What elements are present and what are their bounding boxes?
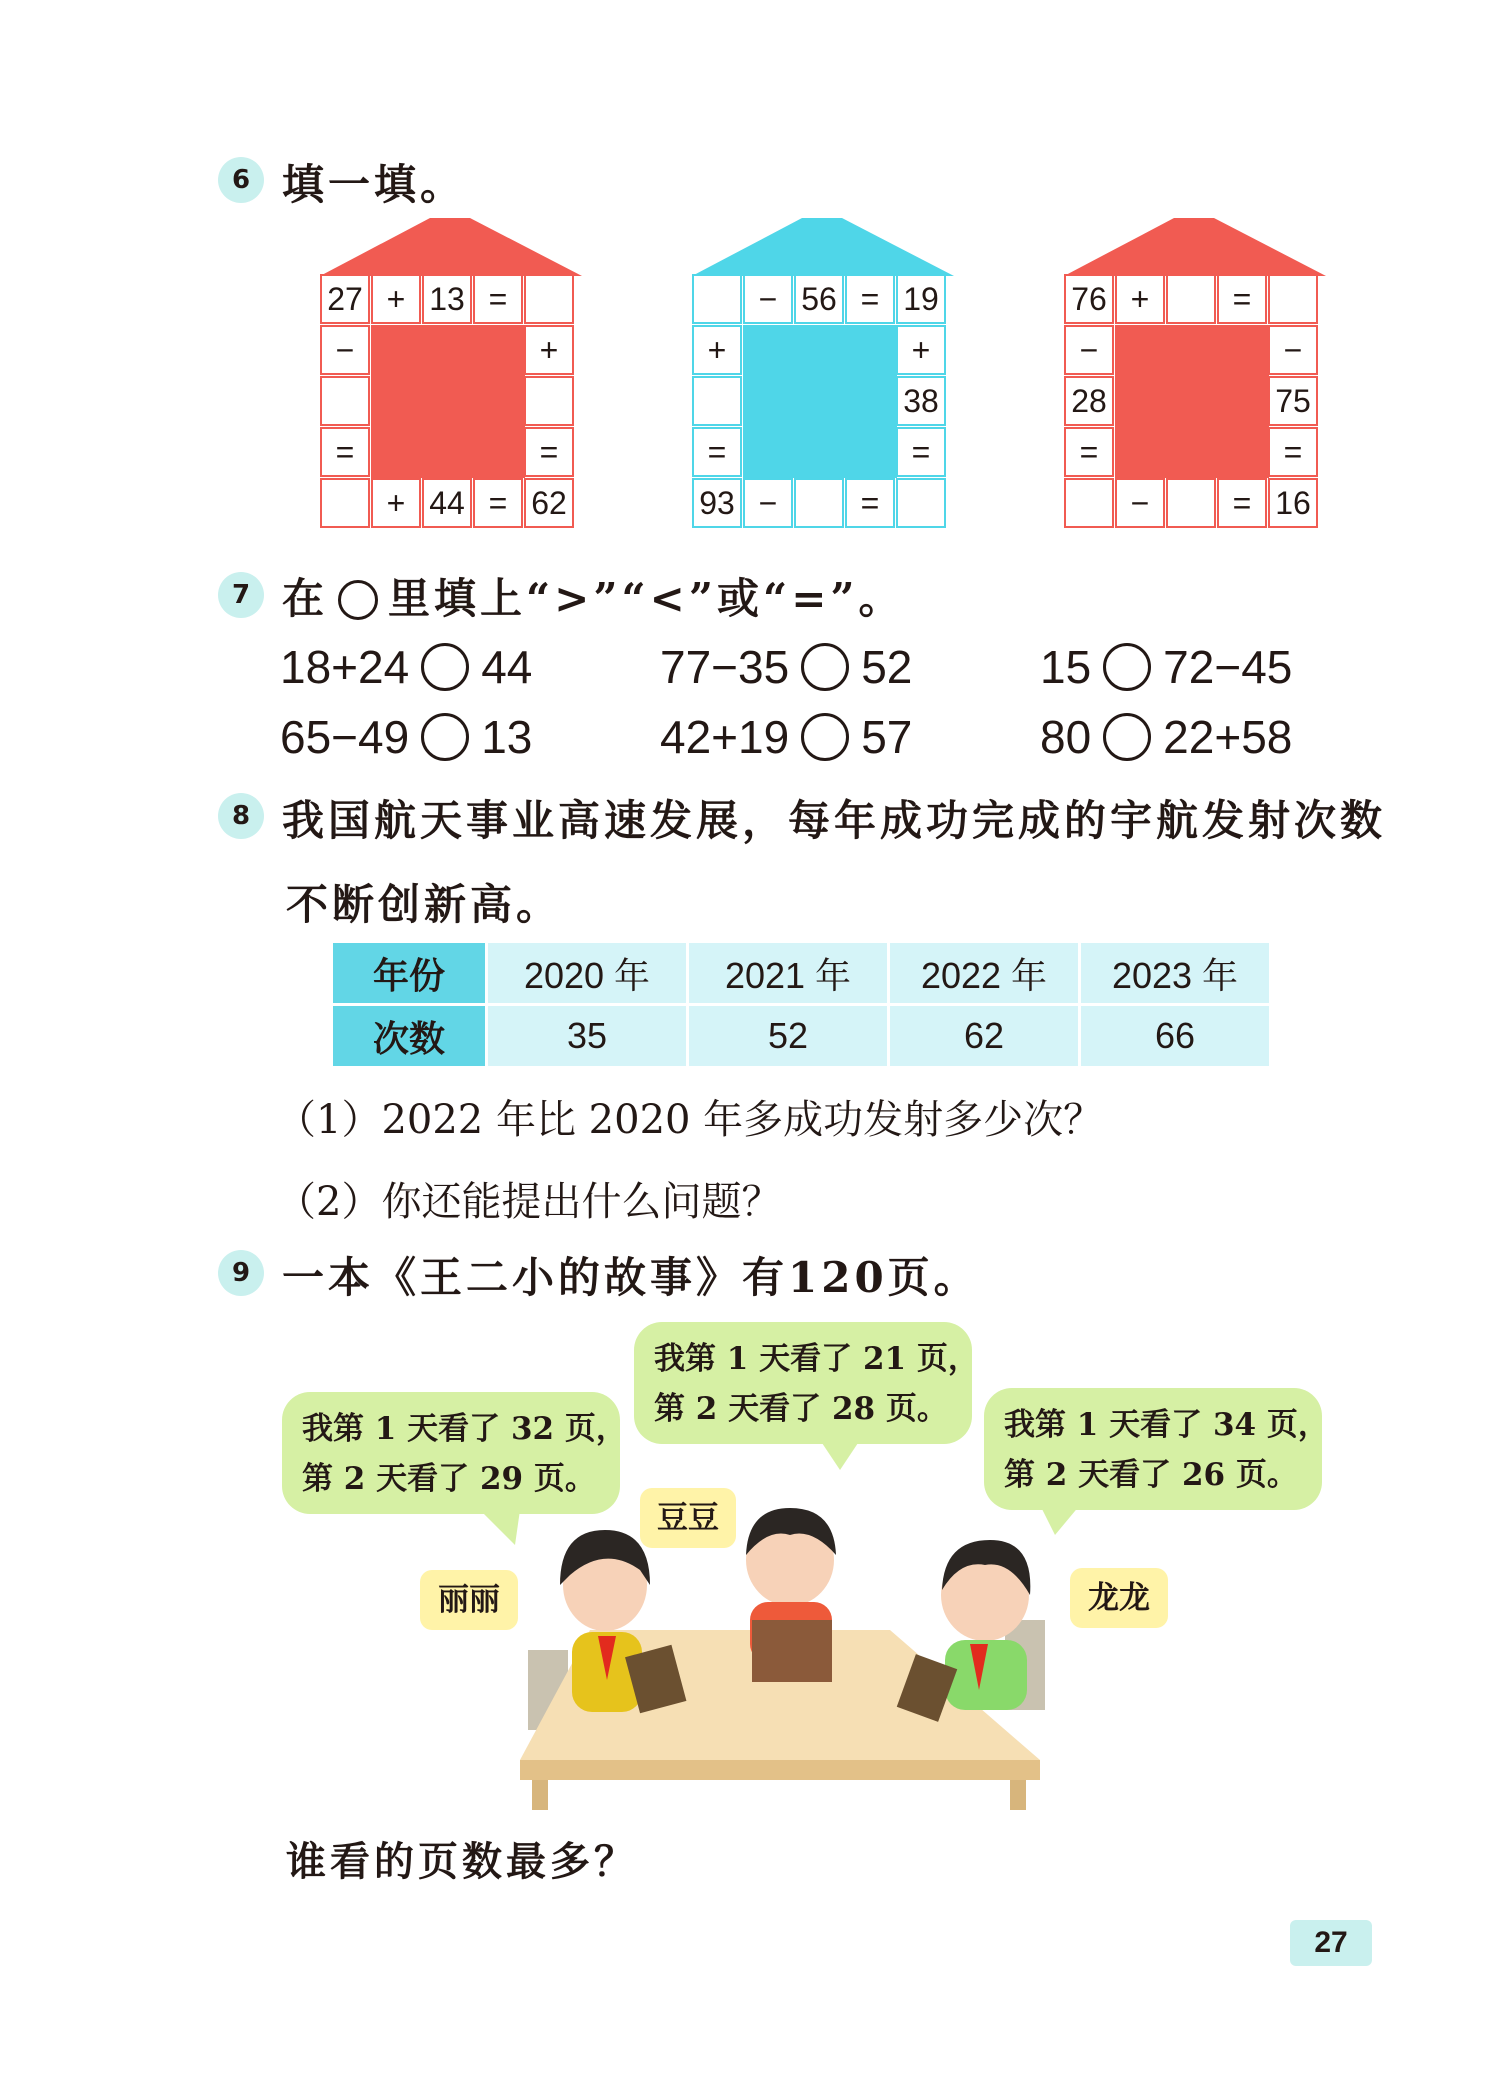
question-8-line2: 不断创新高。	[286, 880, 563, 929]
puzzle-cell: =	[1268, 427, 1318, 477]
boy-doudou-figure	[746, 1508, 836, 1682]
puzzle-cell: =	[896, 427, 946, 477]
puzzle-cell: =	[692, 427, 742, 477]
puzzle-cell: 28	[1064, 376, 1114, 426]
bubble-line: 第 2 天看了 26 页。	[1004, 1457, 1298, 1493]
puzzle-cell: =	[845, 274, 895, 324]
table-cell: 35	[487, 1005, 688, 1068]
puzzle-cell: 75	[1268, 376, 1318, 426]
puzzle-cell: +	[371, 478, 421, 528]
table-cell: 62	[889, 1005, 1080, 1068]
bubble-line: 我第 1 天看了 34 页，	[1004, 1407, 1329, 1443]
puzzle-cell: =	[1064, 427, 1114, 477]
bubble-tail	[480, 1510, 520, 1545]
compare-item: 80 22+58	[1040, 711, 1293, 763]
puzzle-cell: −	[1268, 325, 1318, 375]
table-cell: 2023 年	[1080, 942, 1271, 1005]
question-number-9: 9	[218, 1250, 264, 1296]
table-cell: 52	[688, 1005, 889, 1068]
girl-lili-figure	[560, 1530, 686, 1713]
puzzle-cell: 56	[794, 274, 844, 324]
puzzle-cell: 19	[896, 274, 946, 324]
bubble-line: 第 2 天看了 28 页。	[654, 1391, 948, 1427]
puzzle-cell: 44	[422, 478, 472, 528]
puzzle-cell: +	[692, 325, 742, 375]
table-cell: 66	[1080, 1005, 1271, 1068]
table-cell: 2021 年	[688, 942, 889, 1005]
puzzle-cell: 13	[422, 274, 472, 324]
puzzle-cell: =	[473, 478, 523, 528]
question-number-8: 8	[218, 793, 264, 839]
puzzle-cell: 16	[1268, 478, 1318, 528]
compare-item: 65−49 13	[280, 711, 533, 763]
question-number-6: 6	[218, 157, 264, 203]
compare-item: 77−35 52	[660, 641, 913, 693]
name-tag-doudou: 豆豆	[640, 1488, 736, 1548]
puzzle-cell: =	[1217, 274, 1267, 324]
puzzle-cell: −	[1064, 325, 1114, 375]
puzzle-cell: −	[320, 325, 370, 375]
question-6-title: 填一填。	[282, 160, 467, 209]
question-7-title-a: 在	[282, 574, 329, 623]
puzzle-cell: −	[743, 274, 793, 324]
question-number-7: 7	[218, 572, 264, 618]
question-9-title: 一本《王二小的故事》有120页。	[282, 1253, 980, 1302]
puzzle-cell: =	[1217, 478, 1267, 528]
compare-item: 18+24 44	[280, 641, 533, 693]
puzzle-cell: +	[371, 274, 421, 324]
compare-item: 15 72−45	[1040, 641, 1293, 693]
puzzle-cell: =	[524, 427, 574, 477]
puzzle-cell: +	[524, 325, 574, 375]
puzzle-cell: +	[896, 325, 946, 375]
name-tag-lili: 丽丽	[420, 1570, 518, 1630]
puzzle-cell: −	[743, 478, 793, 528]
table-header-year: 年份	[332, 942, 487, 1005]
question-7-title-b: 里填上“>”“<”或“=”。	[388, 574, 905, 623]
page-number: 27	[1290, 1920, 1372, 1966]
puzzle-cell: +	[1115, 274, 1165, 324]
boy-longlong-figure	[897, 1540, 1031, 1722]
question-9-ask: 谁看的页数最多？	[286, 1838, 638, 1885]
table-cell: 2020 年	[487, 942, 688, 1005]
puzzle-cell: =	[320, 427, 370, 477]
question-8-line1: 我国航天事业高速发展，每年成功完成的宇航发射次数	[282, 796, 1387, 845]
puzzle-cell: =	[473, 274, 523, 324]
compare-item: 42+19 57	[660, 711, 913, 763]
table-cell: 2022 年	[889, 942, 1080, 1005]
bubble-line: 第 2 天看了 29 页。	[302, 1461, 596, 1497]
puzzle-cell: 38	[896, 376, 946, 426]
bubble-tail	[820, 1440, 860, 1470]
bubble-line: 我第 1 天看了 32 页，	[302, 1411, 627, 1447]
bubble-line: 我第 1 天看了 21 页，	[654, 1341, 979, 1377]
question-8-sub1: （1）2022 年比 2020 年多成功发射多少次？	[276, 1097, 1104, 1143]
puzzle-cell: =	[845, 478, 895, 528]
puzzle-cell: 27	[320, 274, 370, 324]
puzzle-cell: 62	[524, 478, 574, 528]
puzzle-cell: −	[1115, 478, 1165, 528]
bubble-tail	[1040, 1505, 1080, 1535]
name-tag-longlong: 龙龙	[1070, 1568, 1168, 1628]
table-header-count: 次数	[332, 1005, 487, 1068]
puzzle-cell: 76	[1064, 274, 1114, 324]
puzzle-cell: 93	[692, 478, 742, 528]
question-8-sub2: （2）你还能提出什么问题？	[276, 1179, 782, 1225]
